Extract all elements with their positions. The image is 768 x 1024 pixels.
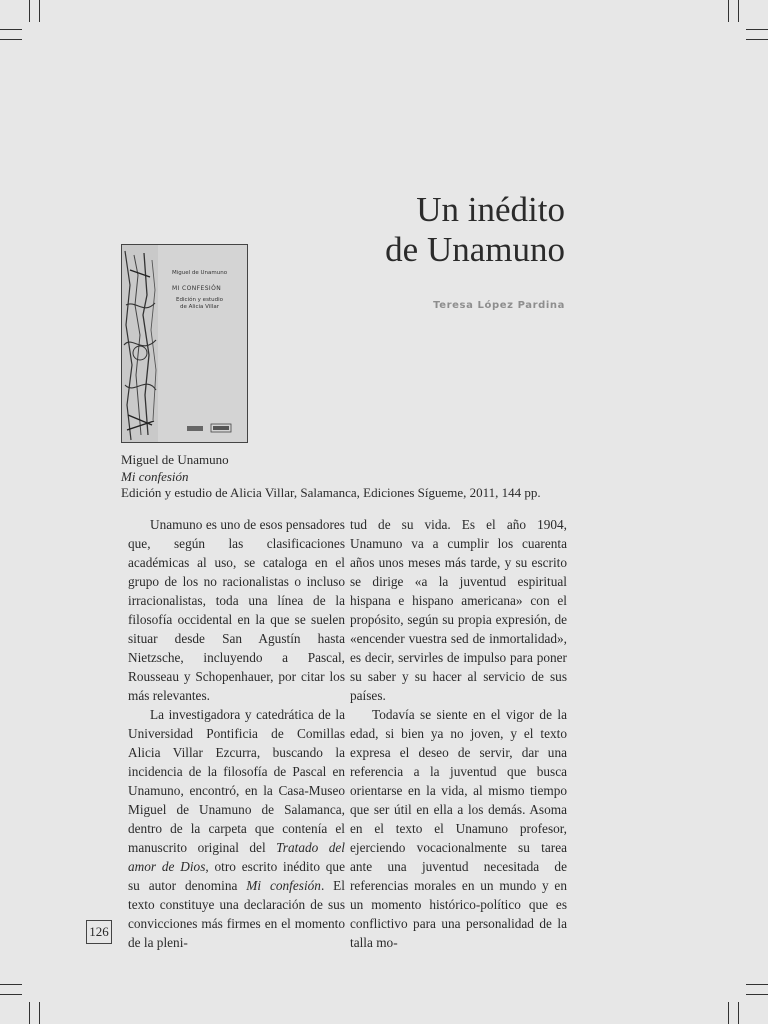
cover-text [172,270,242,311]
reference-details: Edición y estudio de Alicia Villar, Salamanca, Ediciones Sígueme, 2011, 144 pp. [121,485,541,500]
title-line-2: de Unamuno [385,230,565,269]
page-number: 126 [86,920,112,944]
crop-mark [738,1002,739,1024]
crop-mark [0,994,22,995]
cover-edition-line-2: de Alicia Villar [180,304,219,310]
paragraph [128,705,345,952]
crop-mark [728,1002,729,1024]
reference-author: Miguel de Unamuno [121,452,229,467]
crop-mark [0,39,22,40]
cover-manuscript-strip [122,245,158,442]
crop-mark [746,984,768,985]
crop-mark [728,0,729,22]
text-column-1 [128,515,345,952]
article-title [385,190,565,270]
paragraph: tud de su vida. Es el año 1904, Unamuno va a cumplir los cuarenta años unos meses más tarde, y su escrito se dirige «a la juventud espiritual hispana e hispano americana» con el propósito, según su propia expresión, de «encender vuestra sed de inmortalidad», es decir, servirles de impulso para poner su saber y su hacer al servicio de sus países. [350,517,567,703]
article-author: Teresa López Pardina [433,300,565,311]
crop-mark [39,0,40,22]
italic-title: Mi confesión [246,878,321,893]
text-run: , otro escrito inédito que su autor denomina [128,859,345,893]
paragraph: Todavía se siente en el vigor de la edad, si bien ya no joven, y el texto expresa el deseo de servir, dar una referencia a la juventud que busca orientarse en la vida, al mismo tiempo que ser útil en ella a los demás. Asoma en el texto el Unamuno profesor, ejerciendo vocacionalmente su tarea ante una juventud necesitada de referencias morales en un mundo y en un momento histórico-político que es conflictivo para una personalidad de la talla mo- [350,707,567,950]
italic-title: Tratado del amor de Dios [128,840,345,874]
crop-mark [0,29,22,30]
cover-edition-line-1: Edición y estudio [176,297,223,303]
text-column-2 [350,515,567,952]
crop-mark [29,1002,30,1024]
paragraph: Unamuno es uno de esos pensadores que, según las clasificaciones académicas al uso, se cataloga en el grupo de los no racionalistas o incluso irracionalistas, toda una línea de la filosofía occidental en la que se suelen situar desde San Agustín hasta Nietzsche, incluyendo a Pascal, Rousseau y Schopenhauer, por citar los más relevantes. [128,517,345,703]
crop-mark [29,0,30,22]
title-line-1: Un inédito [416,190,565,229]
crop-mark [746,39,768,40]
book-cover [121,244,248,443]
crop-mark [0,984,22,985]
crop-mark [746,29,768,30]
text-run: . El texto constituye una declaración de sus convicciones más firmes en el momento de la pleni- [128,878,345,950]
text-run: La investigadora y catedrática de la Universidad Pontificia de Comillas Alicia Villar Ezcurra, buscando la incidencia de la filosofía de Pascal en Unamuno, encontró, en la Casa-Museo Miguel de Unamuno de Salamanca, dentro de la carpeta que contenía el manuscrito original del [128,707,345,855]
cover-edition [172,297,227,311]
cover-author: Miguel de Unamuno [172,270,228,276]
crop-mark [746,994,768,995]
manuscript-illustration [122,245,158,442]
publisher-logos [187,423,232,433]
crop-mark [39,1002,40,1024]
crop-mark [738,0,739,22]
book-reference [121,452,641,502]
reference-book-title: Mi confesión [121,468,189,484]
cover-title: MI CONFESIÓN [172,285,222,292]
